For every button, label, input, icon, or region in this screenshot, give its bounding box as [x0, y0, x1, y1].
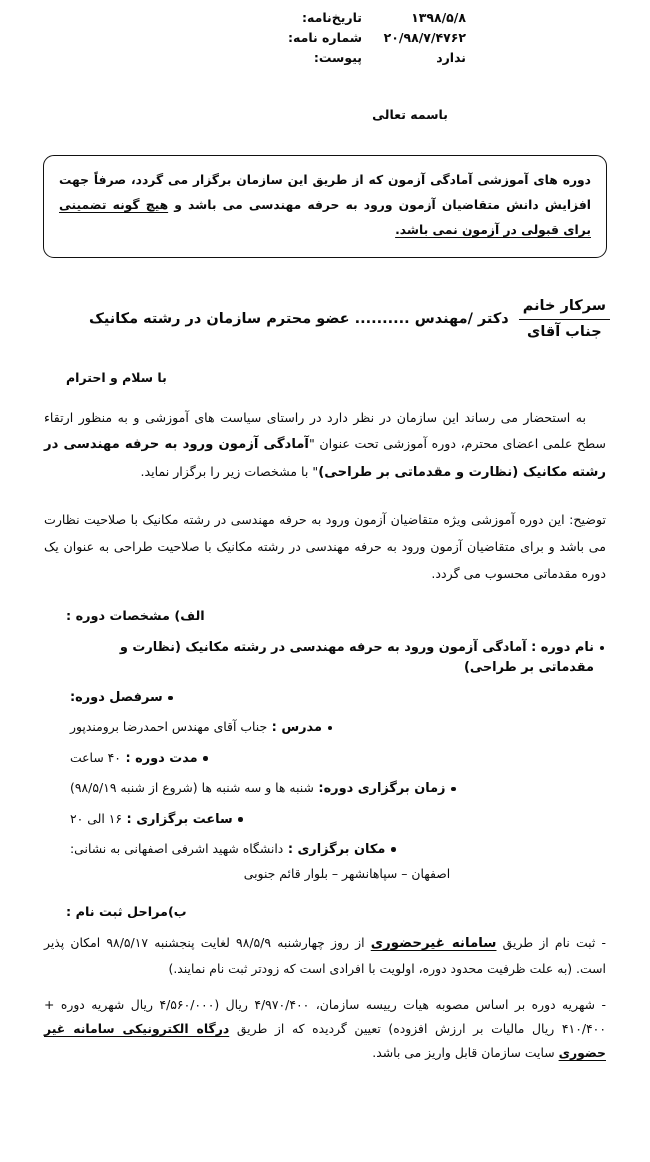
- disclaimer-notice-box: [43, 155, 607, 258]
- list-item: [40, 749, 610, 768]
- bullet-icon: [233, 813, 249, 824]
- course-syllabus-key: سرفصل دوره:: [70, 690, 163, 706]
- bullet-icon: [594, 641, 610, 652]
- letter-attachment-label: پیوست:: [313, 50, 362, 65]
- bullet-icon: [445, 782, 461, 793]
- course-hours-value: ۱۶ الی ۲۰: [70, 810, 123, 826]
- reg-p2-part2: سایت سازمان قابل واریز می باشد.: [372, 1044, 559, 1060]
- disclaimer-text-underlined: هیچ گونه تضمینی برای قبولی در آزمون نمی باشد.: [59, 198, 591, 238]
- salutation-stack: [519, 296, 610, 343]
- course-duration-key: مدت دوره :: [120, 750, 198, 766]
- bullet-icon: [163, 691, 179, 702]
- basmala-heading: باسمه تعالی: [372, 107, 448, 122]
- body-p1-part1: به استحضار می رساند این سازمان در نظر دارد در راستای سیاست های آموزشی و به منظور ارتقاء سطح علمی اعضای محترم، دوره آموزشی تحت عنوان ": [44, 409, 606, 452]
- letter-number-label: شماره نامه:: [288, 30, 362, 45]
- course-specs-list: [40, 638, 610, 859]
- course-schedule-row: [70, 779, 445, 798]
- body-p1-part2: " با مشخصات زیر را برگزار نماید.: [140, 464, 319, 480]
- salutation-male: جناب آقای: [527, 323, 602, 340]
- body-paragraph-1: [40, 405, 610, 488]
- course-venue-value: دانشگاه شهید اشرفی اصفهانی به نشانی:: [70, 840, 284, 856]
- list-item: [40, 779, 610, 798]
- reg-p2-part1: - شهریه دوره بر اساس مصوبه هیات رییسه سازمان، ۴/۹۷۰/۴۰۰ ریال (۴/۵۶۰/۰۰۰ ریال شهریه دوره + ۴۱۰/۴۰۰ ریال مالیات بر ارزش افزوده) تعیین گردیده که از طریق: [44, 996, 606, 1036]
- meta-row-number: [284, 30, 480, 45]
- course-name-value: آمادگی آزمون ورود به حرفه مهندسی در رشته مکانیک (نظارت و مقدماتی بر طراحی): [119, 640, 594, 675]
- list-item: [40, 718, 610, 737]
- letter-date-value: ۱۳۹۸/۵/۸: [411, 10, 466, 25]
- letter-header-meta: [40, 0, 610, 65]
- course-name-row: [70, 638, 594, 677]
- payment-gateway-highlight[interactable]: درگاه الکترونیکی سامانه غیر حضوری: [44, 1020, 606, 1060]
- course-hours-key: ساعت برگزاری :: [122, 811, 233, 827]
- online-system-highlight[interactable]: سامانه غیرحضوری: [370, 936, 497, 952]
- bullet-icon: [385, 843, 401, 854]
- course-instructor-row: [70, 718, 322, 737]
- registration-paragraph-1: [40, 931, 610, 981]
- course-name-key: نام دوره :: [526, 640, 594, 656]
- bullet-icon: [198, 752, 214, 763]
- course-instructor-key: مدرس :: [267, 720, 322, 736]
- course-duration-value: ۴۰ ساعت: [70, 749, 121, 765]
- addressee-title-line: دکتر /مهندس .......... عضو محترم سازمان در رشته مکانیک: [89, 311, 509, 328]
- course-title-inline: آمادگی آزمون ورود به حرفه مهندسی در رشته مکانیک (نظارت و مقدماتی بر طراحی): [44, 437, 606, 481]
- addressee-block: [40, 296, 610, 343]
- reg-p1-part2: از روز چهارشنبه ۹۸/۵/۹ لغایت پنجشنبه ۹۸/۵/۱۷ امکان پذیر است. (به علت ظرفیت محدود دوره، اولویت با افرادی است که زودتر ثبت نام نمایند.): [44, 935, 606, 977]
- letter-attachment-value: ندارد: [436, 50, 466, 65]
- salutation-female: سرکار خانم: [519, 296, 610, 320]
- course-venue-row: [70, 840, 385, 859]
- list-item: [40, 638, 610, 677]
- registration-paragraph-2: [40, 993, 610, 1066]
- greeting-line: با سلام و احترام: [66, 369, 167, 385]
- list-item: [40, 810, 610, 829]
- meta-row-date: [284, 10, 480, 25]
- section-heading-specs: الف) مشخصات دوره :: [66, 609, 205, 625]
- letter-date-label: تاریخ‌نامه:: [302, 10, 362, 25]
- course-instructor-value: جناب آقای مهندس احمدرضا برومندپور: [70, 719, 268, 735]
- meta-row-attachment: [284, 50, 480, 65]
- course-duration-row: [70, 749, 198, 768]
- course-schedule-key: زمان برگزاری دوره:: [313, 781, 446, 797]
- reg-p1-part1: - ثبت نام از طریق: [496, 935, 606, 951]
- list-item: [40, 840, 610, 859]
- course-hours-row: [70, 810, 233, 829]
- body-paragraph-2: توضیح: این دوره آموزشی ویژه متقاضیان آزمون ورود به حرفه مهندسی در رشته مکانیک با صلاحیت نظارت می باشد و برای متقاضیان آزمون ورود به حرفه مهندسی در رشته مکانیک با صلاحیت طراحی به عنوان یک دوره مقدماتی محسوب می گردد.: [44, 512, 606, 581]
- course-venue-key: مکان برگزاری :: [283, 841, 386, 857]
- bullet-icon: [322, 721, 338, 732]
- list-item: [40, 688, 610, 707]
- course-venue-address: اصفهان – سپاهانشهر – بلوار قائم جنوبی: [243, 866, 451, 882]
- course-schedule-value: شنبه ها و سه شنبه ها (شروع از شنبه ۹۸/۵/۱۹): [70, 780, 314, 796]
- section-heading-registration: ب)مراحل ثبت نام :: [66, 905, 187, 921]
- disclaimer-text: دوره های آموزشی آمادگی آزمون که از طریق این سازمان برگزار می گردد، صرفاً جهت افزایش دانش متقاضیان آزمون ورود به حرفه مهندسی می باشد و: [59, 173, 591, 213]
- letter-number-value: ۲۰/۹۸/۷/۴۷۶۲: [383, 30, 466, 45]
- course-syllabus-row: [70, 688, 163, 707]
